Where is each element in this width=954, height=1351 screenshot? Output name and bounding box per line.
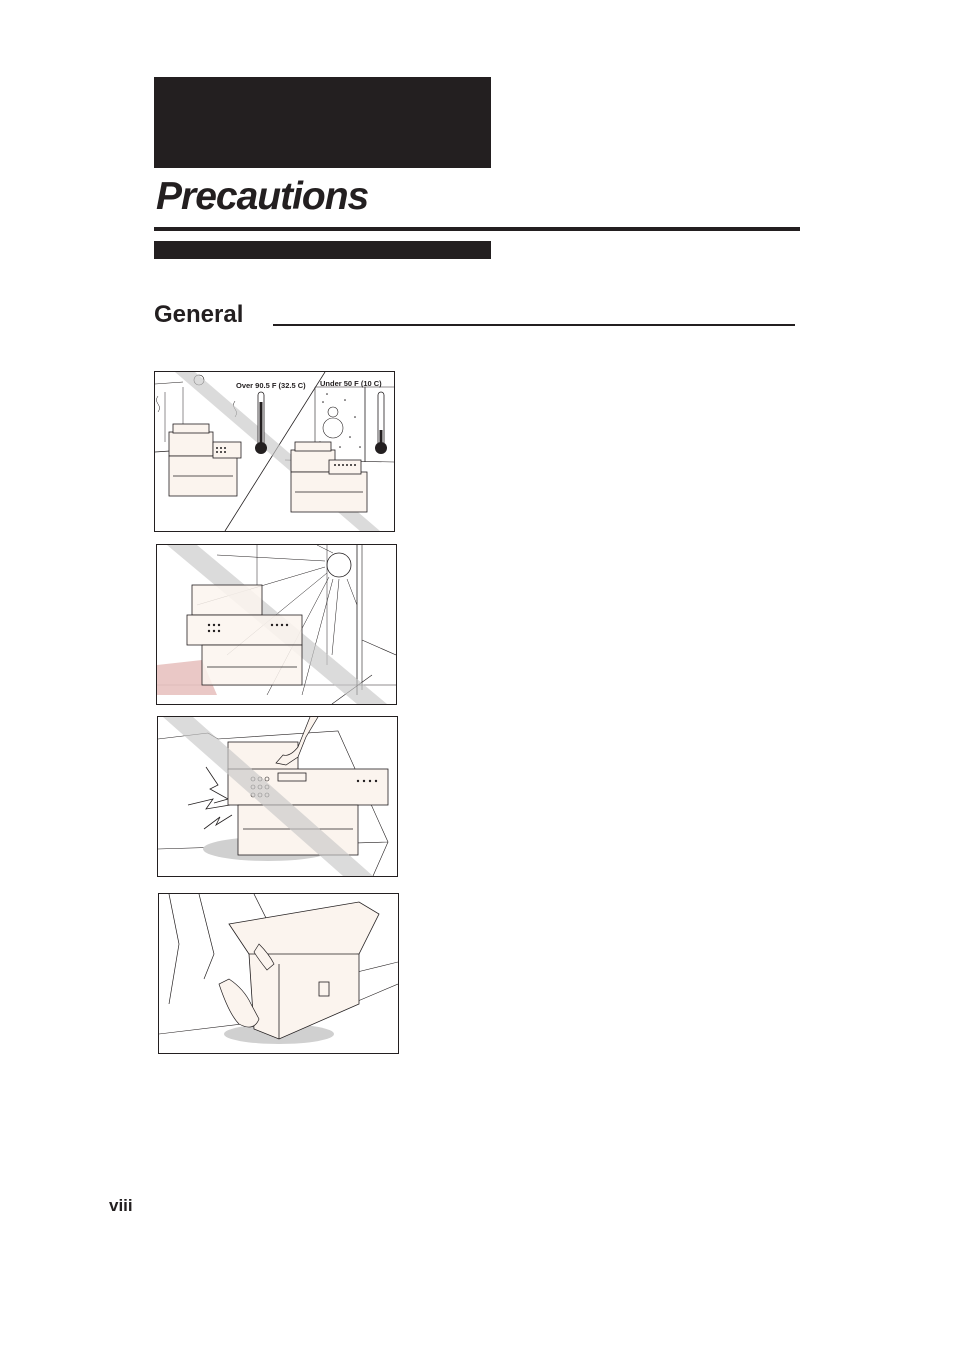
vibration-illustration [157,716,398,877]
page-number: viii [109,1196,133,1215]
section-rule [273,324,795,326]
sunlight-illustration [156,544,397,705]
chapter-tab-block [154,77,491,168]
lifting-illustration [158,893,399,1054]
title-rule [154,227,800,231]
cold-temperature-label: Under 50 F (10 C) [320,379,382,388]
hot-temperature-label: Over 90.5 F (32.5 C) [236,381,306,390]
section-heading: General [154,301,244,328]
page-title: Precautions [156,175,369,218]
temperature-illustration [154,371,395,532]
chapter-bar [154,241,491,259]
